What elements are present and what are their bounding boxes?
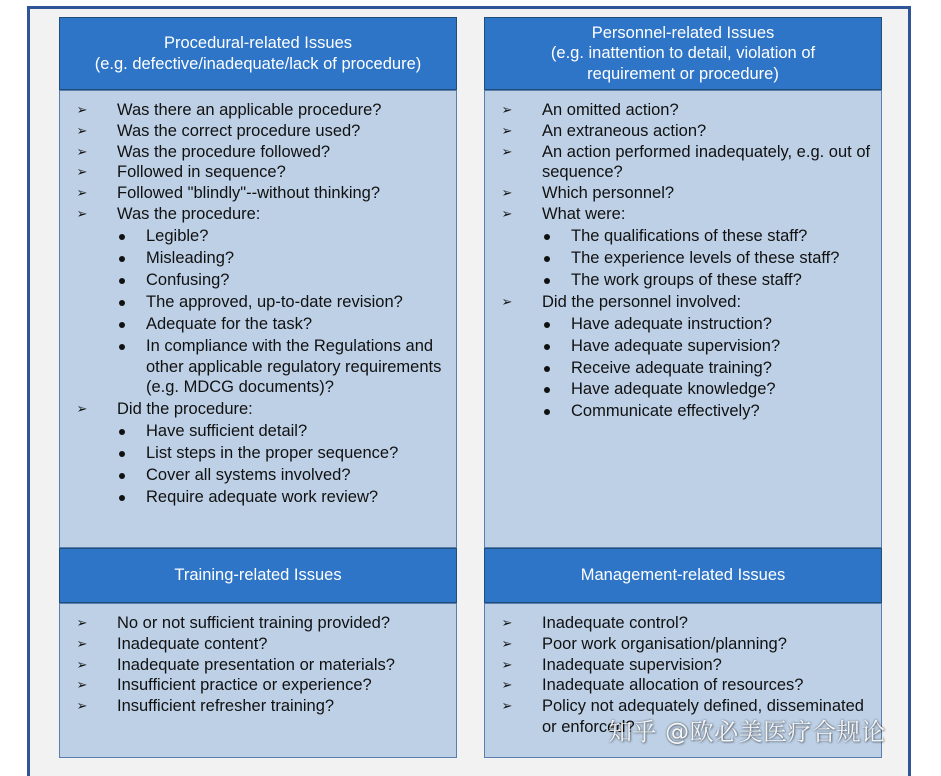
arrow-bullet-icon: ➢ (76, 401, 88, 417)
personnel-subtitle: (e.g. inattention to detail, violation of requirement or procedure) (550, 44, 816, 83)
list-item (485, 100, 881, 121)
list-item (485, 675, 881, 696)
dot-bullet-icon (119, 256, 125, 262)
arrow-bullet-icon: ➢ (76, 143, 88, 159)
sub-list-item (60, 465, 456, 486)
arrow-bullet-icon: ➢ (501, 615, 513, 630)
dot-bullet-icon (119, 322, 125, 328)
sub-list-item-text: Confusing? (146, 270, 230, 289)
sub-list-item-text: The qualifications of these staff? (571, 226, 808, 245)
sub-list (485, 226, 881, 291)
personnel-list (485, 100, 881, 422)
management-header (484, 548, 882, 603)
sub-list-item-text: Have adequate instruction? (571, 314, 772, 333)
procedural-list (60, 100, 456, 508)
list-item-text: Was there an applicable procedure? (117, 101, 382, 119)
dot-bullet-icon (119, 473, 125, 479)
list-item (60, 204, 456, 225)
arrow-bullet-icon: ➢ (76, 677, 88, 693)
arrow-bullet-icon: ➢ (501, 143, 513, 159)
list-item-text: Inadequate presentation or materials? (117, 655, 395, 674)
sub-list-item-text: The approved, up-to-date revision? (146, 292, 403, 311)
dot-bullet-icon (119, 300, 125, 306)
sub-list-item-text: Have sufficient detail? (146, 422, 308, 441)
list-item-text: Inadequate content? (117, 634, 268, 653)
list-item-text: Inadequate supervision? (542, 655, 722, 674)
sub-list-item-text: Misleading? (146, 248, 235, 267)
dot-bullet-icon (119, 429, 125, 435)
sub-list-item-text: Legible? (146, 226, 209, 245)
arrow-bullet-icon: ➢ (76, 656, 88, 672)
sub-list-item (60, 487, 456, 508)
dot-bullet-icon (544, 409, 550, 415)
dot-bullet-icon (544, 387, 550, 393)
sub-list-item-text: Receive adequate training? (571, 358, 772, 377)
list-item (60, 100, 456, 121)
arrow-bullet-icon: ➢ (76, 102, 88, 117)
list-item (60, 121, 456, 142)
dot-bullet-icon (544, 322, 550, 328)
sub-list-item-text: Cover all systems involved? (146, 466, 351, 485)
arrow-bullet-icon: ➢ (76, 205, 88, 221)
dot-bullet-icon (544, 344, 550, 350)
dot-bullet-icon (119, 344, 125, 350)
sub-list (60, 421, 456, 508)
training-header (59, 548, 457, 603)
sub-list-item (60, 248, 456, 269)
arrow-bullet-icon: ➢ (501, 635, 513, 651)
sub-list-item (60, 421, 456, 442)
list-item (60, 675, 456, 696)
sub-list-item (485, 358, 881, 379)
sub-list-item-text: The work groups of these staff? (571, 270, 802, 289)
procedural-header (59, 17, 457, 90)
list-item-text: Inadequate control? (542, 614, 688, 632)
list-item (485, 121, 881, 142)
list-item-text: Followed in sequence? (117, 163, 286, 182)
procedural-title: Procedural-related Issues (163, 34, 352, 52)
arrow-bullet-icon: ➢ (501, 122, 513, 138)
sub-list-item-text: Have adequate knowledge? (571, 380, 776, 399)
arrow-bullet-icon: ➢ (501, 205, 513, 221)
list-item-text: Which personnel? (542, 184, 675, 203)
list-item-text: An action performed inadequately, e.g. out of sequence? (542, 142, 871, 182)
list-item-text: Poor work organisation/planning? (542, 634, 787, 653)
procedural-body (59, 90, 457, 548)
list-item (60, 613, 456, 634)
list-item (60, 399, 456, 420)
sub-list-item (485, 379, 881, 400)
personnel-header (484, 17, 882, 90)
list-item-text: An extraneous action? (542, 121, 707, 140)
list-item-text: What were: (542, 204, 626, 223)
sub-list-item (60, 314, 456, 335)
sub-list-item (485, 270, 881, 291)
dot-bullet-icon (119, 495, 125, 501)
management-title: Management-related Issues (580, 566, 786, 585)
sub-list-item (60, 226, 456, 247)
list-item-text: Insufficient practice or experience? (117, 676, 372, 695)
list-item-text: Was the procedure followed? (117, 142, 331, 161)
list-item-text: No or not sufficient training provided? (117, 614, 391, 632)
arrow-bullet-icon: ➢ (76, 698, 88, 714)
sub-list (60, 226, 456, 398)
arrow-bullet-icon: ➢ (76, 185, 88, 201)
arrow-bullet-icon: ➢ (76, 164, 88, 180)
list-item (485, 142, 881, 184)
list-item (485, 292, 881, 313)
arrow-bullet-icon: ➢ (501, 656, 513, 672)
dot-bullet-icon (544, 278, 550, 284)
sub-list-item (485, 314, 881, 335)
list-item (485, 655, 881, 676)
sub-list-item-text: Have adequate supervision? (571, 336, 781, 355)
list-item (60, 183, 456, 204)
sub-list-item-text: List steps in the proper sequence? (146, 444, 399, 463)
sub-list (485, 314, 881, 423)
arrow-bullet-icon: ➢ (501, 293, 513, 309)
arrow-bullet-icon: ➢ (76, 615, 88, 630)
dot-bullet-icon (119, 234, 125, 240)
personnel-body (484, 90, 882, 548)
list-item-text: Policy not adequately defined, disseminated or enforced? (542, 697, 864, 736)
dot-bullet-icon (544, 256, 550, 262)
arrow-bullet-icon: ➢ (76, 635, 88, 651)
list-item (60, 162, 456, 183)
list-item (485, 183, 881, 204)
sub-list-item (60, 292, 456, 313)
list-item-text: Was the procedure: (117, 204, 261, 223)
arrow-bullet-icon: ➢ (501, 698, 513, 714)
list-item-text: Followed "blindly"--without thinking? (117, 184, 381, 203)
sub-list-item-text: Communicate effectively? (571, 402, 760, 421)
dot-bullet-icon (119, 451, 125, 457)
list-item (60, 142, 456, 163)
list-item (60, 696, 456, 717)
arrow-bullet-icon: ➢ (76, 122, 88, 138)
sub-list-item (485, 248, 881, 269)
sub-list-item-text: Require adequate work review? (146, 488, 379, 507)
list-item (485, 613, 881, 634)
sub-list-item (60, 336, 456, 398)
sub-list-item (60, 270, 456, 291)
list-item (60, 655, 456, 676)
sub-list-item (485, 226, 881, 247)
procedural-subtitle: (e.g. defective/inadequate/lack of procedure) (94, 54, 422, 73)
training-list (60, 613, 456, 717)
list-item (485, 204, 881, 225)
sub-list-item-text: In compliance with the Regulations and other applicable regulatory requirements (e.g. MDCG documents)? (146, 336, 442, 397)
list-item-text: Did the procedure: (117, 400, 253, 419)
sub-list-item (485, 401, 881, 422)
sub-list-item (485, 336, 881, 357)
sub-list-item-text: The experience levels of these staff? (571, 248, 840, 267)
list-item (60, 634, 456, 655)
arrow-bullet-icon: ➢ (501, 102, 513, 117)
dot-bullet-icon (119, 278, 125, 284)
arrow-bullet-icon: ➢ (501, 185, 513, 201)
list-item-text: Did the personnel involved: (542, 292, 742, 311)
sub-list-item (60, 443, 456, 464)
list-item-text: Was the correct procedure used? (117, 121, 361, 140)
training-title: Training-related Issues (174, 566, 342, 585)
list-item-text: Insufficient refresher training? (117, 697, 335, 716)
training-body (59, 603, 457, 758)
sub-list-item-text: Adequate for the task? (146, 314, 313, 333)
list-item-text: Inadequate allocation of resources? (542, 676, 804, 695)
watermark: 知乎 @欧必美医疗合规论 (608, 718, 886, 746)
dot-bullet-icon (544, 366, 550, 372)
arrow-bullet-icon: ➢ (501, 677, 513, 693)
dot-bullet-icon (544, 234, 550, 240)
personnel-title: Personnel-related Issues (591, 23, 775, 42)
list-item (485, 634, 881, 655)
list-item-text: An omitted action? (542, 101, 679, 119)
